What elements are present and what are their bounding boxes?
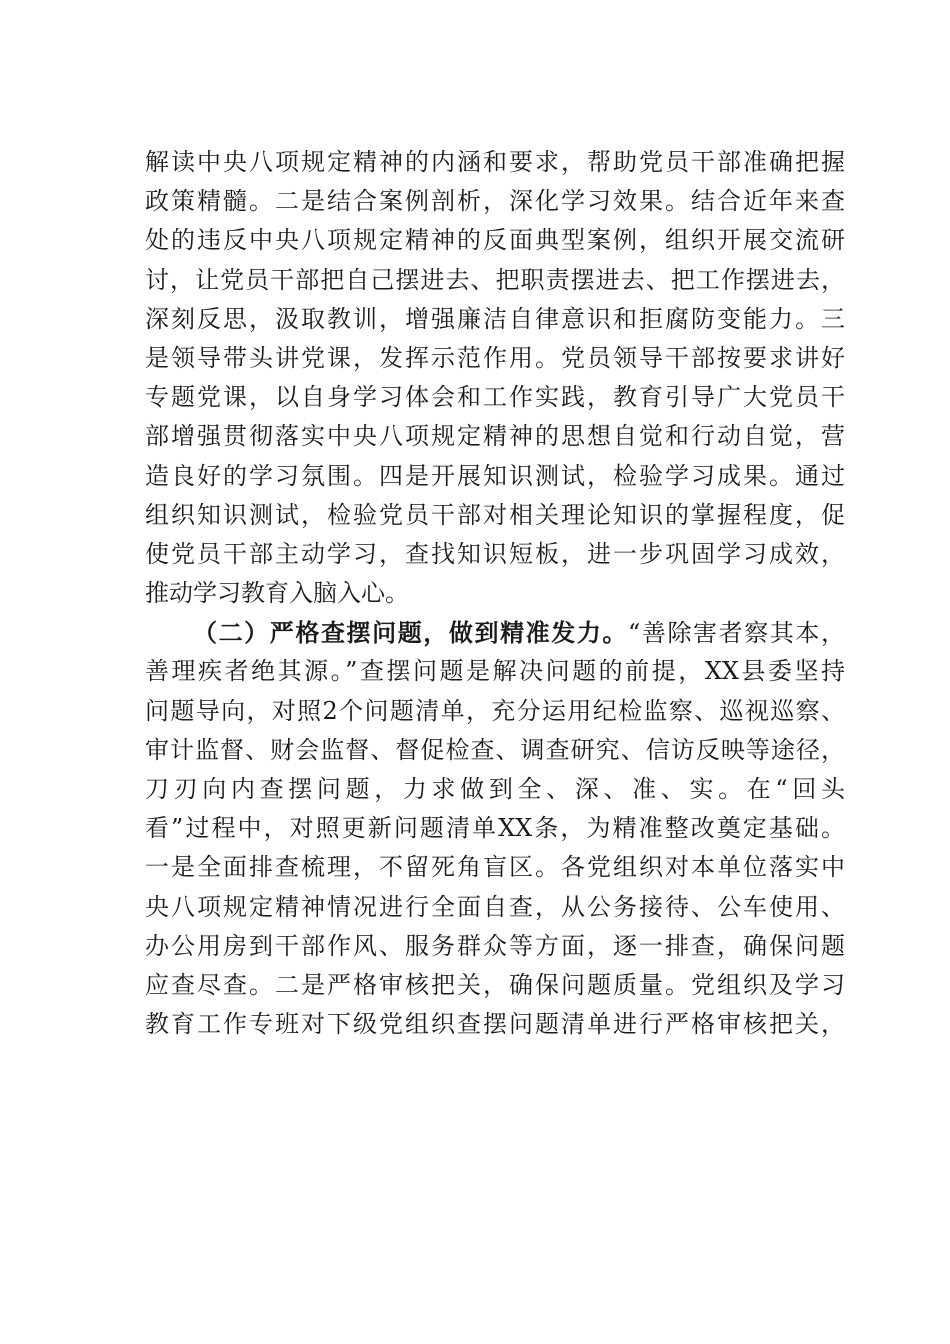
quote-text: “善除害者察其本， (628, 619, 845, 648)
text-line: 是领导带头讲党课，发挥示范作用。党员领导干部按要求讲好 (145, 343, 845, 372)
text-line: 善理疾者绝其源。”查摆问题是解决问题的前提，XX县委坚持 (145, 657, 845, 686)
section-heading: （二）严格查摆问题，做到精准发力。 (193, 618, 629, 648)
document-body (145, 143, 845, 1044)
text-line: 部增强贯彻落实中央八项规定精神的思想自觉和行动自觉，营 (145, 422, 845, 451)
text-line: 推动学习教育入脑入心。 (145, 579, 409, 608)
text-line: 央八项规定精神情况进行全面自查，从公务接待、公车使用、 (145, 892, 845, 921)
text-line: 专题党课，以自身学习体会和工作实践，教育引导广大党员干 (145, 383, 845, 412)
text-line: 办公用房到干部作风、服务群众等方面，逐一排查，确保问题 (145, 931, 845, 960)
text-line: 政策精髓。二是结合案例剖析，深化学习效果。结合近年来查 (145, 187, 845, 216)
text-line: 讨，让党员干部把自己摆进去、把职责摆进去、把工作摆进去， (145, 265, 845, 294)
text-line: 应查尽查。二是严格审核把关，确保问题质量。党组织及学习 (145, 970, 845, 999)
text-line: 刀刃向内查摆问题，力求做到全、深、准、实。在“回头 (145, 775, 845, 803)
text-line: 组织知识测试，检验党员干部对相关理论知识的掌握程度，促 (145, 500, 845, 529)
text-line: 问题导向，对照2个问题清单，充分运用纪检监察、巡视巡察、 (145, 696, 845, 725)
text-line: 处的违反中央八项规定精神的反面典型案例，组织开展交流研 (145, 226, 845, 255)
text-line: 教育工作专班对下级党组织查摆问题清单进行严格审核把关， (145, 1010, 845, 1039)
section-heading-line (145, 613, 845, 652)
text-line: 审计监督、财会监督、督促检查、调查研究、信访反映等途径， (145, 735, 845, 764)
text-line: 深刻反思，汲取教训，增强廉洁自律意识和拒腐防变能力。三 (145, 304, 845, 333)
text-line: 解读中央八项规定精神的内涵和要求，帮助党员干部准确把握 (145, 148, 845, 176)
text-line: 造良好的学习氛围。四是开展知识测试，检验学习成果。通过 (145, 461, 845, 490)
text-line: 看”过程中，对照更新问题清单XX条，为精准整改奠定基础。 (145, 814, 845, 843)
text-line: 使党员干部主动学习，查找知识短板，进一步巩固学习成效， (145, 539, 845, 568)
text-line: 一是全面排查梳理，不留死角盲区。各党组织对本单位落实中 (145, 853, 845, 882)
